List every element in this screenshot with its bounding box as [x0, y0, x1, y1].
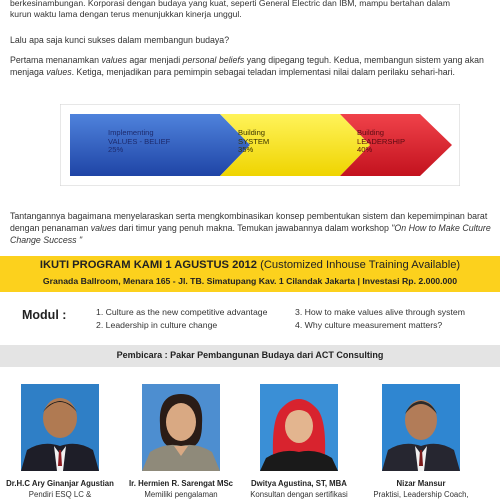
- arrow-3-percent: 40%: [357, 145, 373, 154]
- speakers-title: Pembicara : Pakar Pembangunan Budaya dari ACT Consulting: [116, 350, 384, 360]
- speaker-name-4: Nizar Mansur: [396, 479, 446, 488]
- speaker-2-portrait: [142, 384, 220, 471]
- speaker-photo-2: [142, 384, 220, 471]
- speaker-photo-3: [260, 384, 338, 471]
- program-location: Granada Ballroom, Menara 165 - Jl. TB. Simatupang Kav. 1 Cilandak Jakarta | Investasi Rp. 2.000.000: [42, 276, 458, 286]
- arrow-label-values: [108, 129, 170, 155]
- para2-em-2: "On How to Make Culture Change Success ": [10, 223, 491, 245]
- modul-item-3: 3. How to make values alive through system: [295, 307, 465, 317]
- program-title-sub: (Customized Inhouse Training Available): [257, 259, 461, 271]
- program-banner: [0, 256, 500, 292]
- para1-text-1: Pertama menanamkan: [10, 55, 102, 65]
- program-title-main: IKUTI PROGRAM KAMI 1 AGUSTUS 2012: [39, 259, 257, 271]
- arrow-2-line-2: SYSTEM: [238, 136, 270, 146]
- speaker-photo-1: [21, 384, 99, 471]
- paragraph-keys: [10, 54, 494, 78]
- arrow-3-line-1: Building: [357, 128, 385, 137]
- arrow-1-line-1: Implementing: [108, 128, 154, 137]
- para1-em-1: values: [101, 55, 127, 65]
- arrow-3-line-2: LEADERSHIP: [357, 136, 406, 146]
- speaker-4-portrait: [382, 384, 460, 471]
- para2-text-1: Tantangannya bagaimana menyelaraskan serta mengkombinasikan konsep pembentukan sistem dan kepemimpinan barat dengan penanaman: [10, 211, 488, 233]
- arrow-label-system: [238, 129, 269, 155]
- para1-text-3: yang dipegang teguh. Kedua, membangun sistem yang akan menjaga: [10, 55, 484, 77]
- modul-item-4: 4. Why culture measurement matters?: [295, 320, 443, 330]
- speaker-role-3: Konsultan dengan sertifikasi: [250, 490, 348, 499]
- arrow-2-line-1: Building: [238, 128, 266, 137]
- arrow-1-line-2: VALUES - BELIEF: [108, 136, 171, 146]
- intro-text: [10, 0, 490, 20]
- modul-label: Modul :: [22, 308, 67, 322]
- arrow-1-percent: 25%: [108, 145, 124, 154]
- para1-em-2: personal beliefs: [182, 55, 245, 65]
- para1-text-4: . Ketiga, menjadikan para pemimpin sebagai teladan implementasi nilai dalam perilaku sehari-hari.: [71, 67, 456, 77]
- speaker-3-portrait: [260, 384, 338, 471]
- arrow-2-percent: 35%: [238, 145, 254, 154]
- speaker-role-4: Praktisi, Leadership Coach,: [373, 490, 469, 499]
- program-title: [0, 259, 500, 271]
- intro-line-1: berkesinambungan. Korporasi dengan budaya yang kuat, seperti General Electric dan IBM, mampu bertahan dalam: [10, 0, 450, 8]
- culture-arrow-diagram: [60, 104, 460, 186]
- para2-text-2: dari timur yang penuh makna. Temukan jawabannya dalam workshop: [116, 223, 392, 233]
- speaker-name-1: Dr.H.C Ary Ginanjar Agustian: [6, 479, 114, 488]
- speakers-banner: [0, 345, 500, 367]
- para1-em-3: values: [46, 67, 72, 77]
- key-question: Lalu apa saja kunci sukses dalam membangun budaya?: [10, 35, 230, 45]
- speaker-role-2: Memiliki pengalaman: [144, 490, 218, 499]
- arrow-label-leadership: [357, 129, 405, 155]
- speaker-name-3: Dwitya Agustina, ST, MBA: [251, 479, 347, 488]
- modul-item-2: 2. Leadership in culture change: [96, 320, 218, 330]
- speaker-1-portrait: [21, 384, 99, 471]
- para2-em-1: values: [90, 223, 117, 233]
- para1-text-2: agar menjadi: [126, 55, 183, 65]
- paragraph-challenge: [10, 210, 494, 246]
- speaker-name-2: Ir. Hermien R. Sarengat MSc: [129, 479, 233, 488]
- speaker-photo-4: [382, 384, 460, 471]
- intro-line-2: kurun waktu lama dengan terus menunjukkan kinerja unggul.: [10, 9, 242, 19]
- speaker-role-1: Pendiri ESQ LC &: [28, 490, 92, 499]
- modul-item-1: 1. Culture as the new competitive advantage: [96, 307, 268, 317]
